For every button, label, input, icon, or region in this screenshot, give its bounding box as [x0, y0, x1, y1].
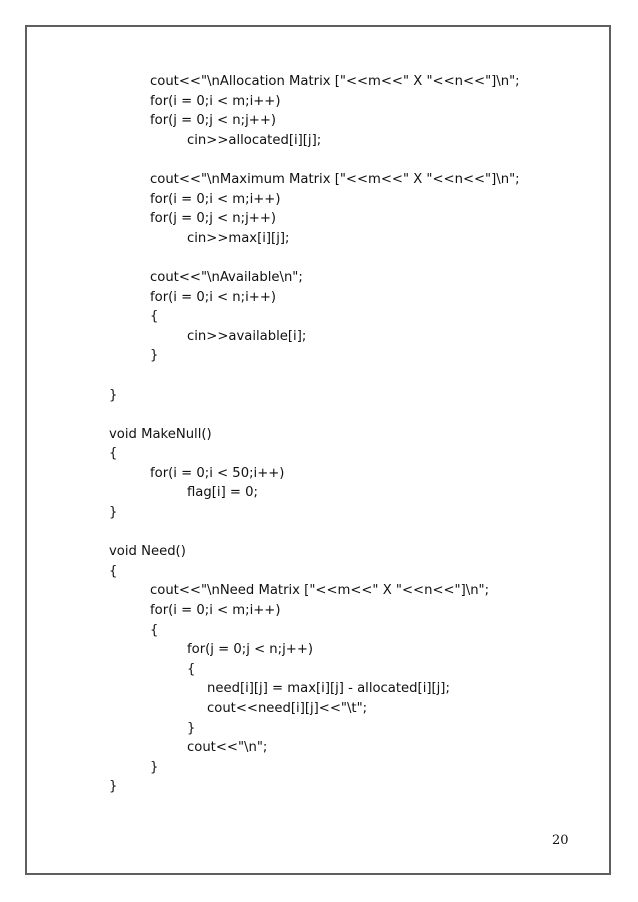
- code-line: cin>>available[i];: [187, 328, 307, 344]
- code-line: for(i = 0;i < 50;i++): [150, 465, 285, 481]
- code-block: [109, 72, 520, 797]
- code-line: }: [109, 505, 118, 521]
- code-line: need[i][j] = max[i][j] - allocated[i][j];: [207, 681, 450, 697]
- code-line: cout<<"\nNeed Matrix ["<<m<<" X "<<n<<"]\n";: [150, 583, 490, 599]
- page-number: 20: [552, 833, 569, 848]
- blank-line: [109, 366, 520, 386]
- code-line: cout<<need[i][j]<<"\t";: [207, 701, 368, 716]
- code-line: for(j = 0;j < n;j++): [150, 113, 277, 129]
- code-line: cin>>allocated[i][j];: [187, 132, 322, 148]
- code-line: void MakeNull(): [109, 426, 212, 442]
- code-line: }: [150, 348, 159, 364]
- blank-line: [109, 523, 520, 543]
- code-line: {: [187, 661, 196, 677]
- code-line: }: [150, 759, 159, 775]
- code-line: for(i = 0;i < n;i++): [150, 289, 277, 305]
- blank-line: [109, 248, 520, 268]
- code-line: {: [109, 563, 118, 579]
- code-line: cin>>max[i][j];: [187, 230, 290, 246]
- code-line: cout<<"\nAvailable\n";: [150, 269, 303, 285]
- code-line: {: [150, 309, 159, 325]
- code-line: for(j = 0;j < n;j++): [187, 642, 314, 658]
- code-line: }: [109, 387, 118, 403]
- blank-line: [109, 150, 520, 170]
- code-line: for(i = 0;i < m;i++): [150, 93, 281, 109]
- code-line: for(i = 0;i < m;i++): [150, 191, 281, 207]
- code-line: cout<<"\nAllocation Matrix ["<<m<<" X "<<n<<"]\n";: [150, 74, 520, 89]
- code-line: for(j = 0;j < n;j++): [150, 211, 277, 227]
- code-line: cout<<"\nMaximum Matrix ["<<m<<" X "<<n<<"]\n";: [150, 171, 520, 187]
- code-line: flag[i] = 0;: [187, 485, 258, 501]
- code-line: {: [109, 446, 118, 462]
- code-line: }: [187, 720, 196, 736]
- code-line: for(i = 0;i < m;i++): [150, 603, 281, 619]
- code-line: void Need(): [109, 544, 186, 560]
- code-line: {: [150, 622, 159, 638]
- code-line: cout<<"\n";: [187, 740, 268, 756]
- code-line: }: [109, 779, 118, 795]
- blank-line: [109, 405, 520, 425]
